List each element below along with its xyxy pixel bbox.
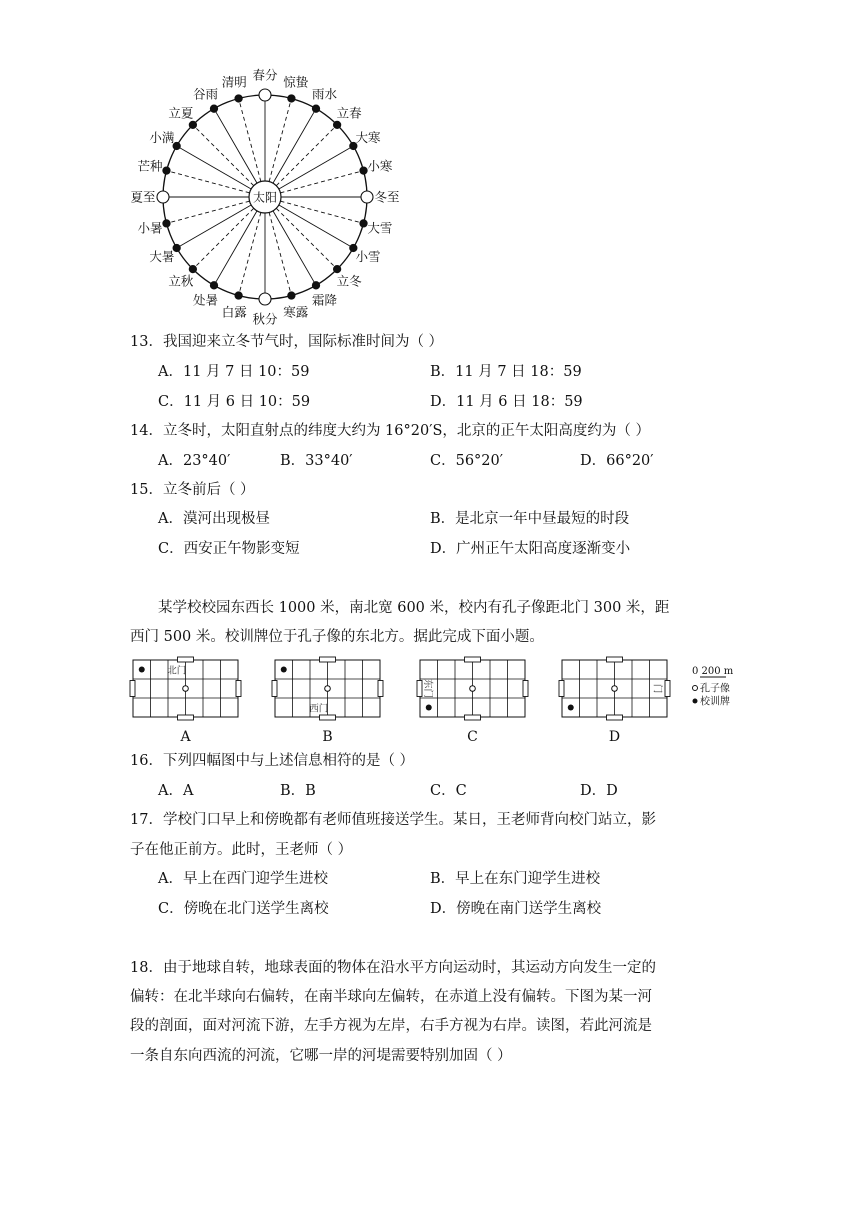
campus-map-a [130,657,241,745]
gate-label: 西门 [309,703,329,715]
term-label: 处暑 [192,292,219,308]
north-gate [465,657,481,662]
east-gate [665,681,670,697]
term-marker [163,220,170,227]
west-gate [417,681,422,697]
q13-stem: 13．我国迎来立冬节气时，国际标准时间为（ ） [130,334,444,350]
east-gate [378,681,383,697]
q13-option-a[interactable]: A．11 月 7 日 10：59 [158,364,310,380]
term-marker [334,121,341,128]
term-label: 大暑 [149,249,175,264]
scale-label: 0 200 m [692,666,734,677]
term-label: 谷雨 [192,86,219,102]
term-label: 立春 [336,105,362,121]
q18-line-3: 段的剖面，面对河流下游，左手方视为左岸，右手方视为右岸。读图，若此河流是 [130,1018,652,1034]
term-label: 小雪 [355,249,381,264]
term-marker [163,167,170,174]
major-term-marker [259,293,271,305]
ray-line [273,211,316,285]
intro-line-1: 某学校校园东西长 1000 米，南北宽 600 米，校内有孔子像距北门 300 米，距 [158,600,670,616]
sign-marker [281,667,287,673]
term-marker [189,121,196,128]
ray-line [269,98,291,181]
ray-line [193,125,254,186]
gate-label: 门 [651,683,663,694]
ray-line [166,171,249,193]
term-marker [360,167,367,174]
q17-option-a[interactable]: A．早上在西门迎学生进校 [158,871,328,887]
term-marker [334,266,341,273]
statue-marker [325,686,331,692]
sign-marker [568,705,574,711]
q17-option-c[interactable]: C．傍晚在北门送学生离校 [158,901,329,917]
q16-stem: 16．下列四幅图中与上述信息相符的是（ ） [130,753,415,769]
q16-option-c[interactable]: C．C [430,783,467,799]
legend-sign-label: 校训牌 [700,696,730,708]
term-marker [288,292,295,299]
statue-marker [612,686,618,692]
q18-line-1: 18．由于地球自转，地球表面的物体在沿水平方向运动时，其运动方向发生一定的 [130,960,656,976]
sun-label: 太阳 [252,190,278,205]
east-gate [236,681,241,697]
gate-label: 东门 [421,678,433,699]
campus-map-c [417,657,528,745]
term-label: 小暑 [137,220,163,236]
ray-line [239,98,261,181]
q13-option-b[interactable]: B．11 月 7 日 18：59 [430,364,582,380]
term-marker [360,220,367,227]
west-gate [559,681,564,697]
q15-option-a[interactable]: A．漠河出现极昼 [158,511,270,527]
q13-option-c[interactable]: C．11 月 6 日 10：59 [158,394,311,410]
term-label: 寒露 [283,304,309,320]
term-label: 清明 [221,74,247,90]
term-marker [235,95,242,102]
term-marker [210,105,217,112]
north-gate [178,657,194,662]
campus-maps [125,652,765,747]
ray-line [239,212,261,295]
ray-line [280,201,363,223]
major-term-marker [157,191,169,203]
term-marker [312,282,319,289]
q17-option-b[interactable]: B．早上在东门迎学生进校 [430,871,601,887]
q16-option-d[interactable]: D．D [580,783,618,799]
term-label: 冬至 [374,189,400,205]
term-label: 惊蛰 [283,74,309,90]
term-label: 秋分 [252,311,278,327]
term-label: 大雪 [367,220,393,236]
east-gate [523,681,528,697]
q14-option-d[interactable]: D．66°20′ [580,453,654,469]
ray-line [166,201,249,223]
south-gate [320,715,336,720]
ray-line [279,146,353,189]
intro-line-2: 西门 500 米。校训牌位于孔子像的东北方。据此完成下面小题。 [130,629,544,645]
ray-line [214,109,257,183]
term-label: 大寒 [355,130,381,145]
map-label: C [467,729,478,745]
term-label: 立秋 [168,273,194,289]
west-gate [272,681,277,697]
q17-line-1: 17．学校门口早上和傍晚都有老师值班接送学生。某日，王老师背向校门站立，影 [130,812,656,828]
q18-line-2: 偏转：在北半球向右偏转，在南半球向左偏转，在赤道上没有偏转。下图为某一河 [130,989,652,1005]
q13-option-d[interactable]: D．11 月 6 日 18：59 [430,394,583,410]
ray-line [276,208,337,269]
legend-sign-marker [693,699,698,704]
q18-line-4: 一条自东向西流的河流，它哪一岸的河堤需要特别加固（ ） [130,1048,512,1064]
term-label: 立冬 [336,273,362,289]
term-label: 小满 [149,130,175,145]
term-label: 春分 [252,67,278,83]
ray-line [276,125,337,186]
term-label: 立夏 [168,105,194,121]
map-label: D [608,729,621,745]
ray-line [269,212,291,295]
north-gate [607,657,623,662]
q16-option-a[interactable]: A．A [158,783,194,799]
sign-marker [139,667,145,673]
ray-line [193,208,254,269]
ray-line [273,109,316,183]
ray-line [280,171,363,193]
term-marker [189,266,196,273]
north-gate [320,657,336,662]
map-label: B [322,729,333,745]
west-gate [130,681,135,697]
q14-option-c[interactable]: C．56°20′ [430,453,504,469]
legend-statue-marker [693,686,698,691]
major-term-marker [361,191,373,203]
ray-line [279,205,353,248]
ray-line [214,211,257,285]
q14-option-a[interactable]: A．23°40′ [158,453,231,469]
map-label: A [180,729,191,745]
term-label: 小寒 [367,158,393,174]
gate-label: 北门 [167,665,187,677]
term-marker [235,292,242,299]
q17-option-d[interactable]: D．傍晚在南门送学生离校 [430,901,602,917]
south-gate [465,715,481,720]
major-term-marker [259,89,271,101]
q15-option-d[interactable]: D．广州正午太阳高度逐渐变小 [430,541,631,557]
term-label: 夏至 [130,189,156,205]
term-marker [210,282,217,289]
q16-option-b[interactable]: B．B [280,783,316,799]
statue-marker [183,686,189,692]
solar-term-diagram [115,62,435,332]
statue-marker [470,686,476,692]
term-label: 白露 [221,304,247,320]
term-marker [312,105,319,112]
south-gate [607,715,623,720]
q15-option-b[interactable]: B．是北京一年中昼最短的时段 [430,511,630,527]
term-label: 霜降 [311,292,338,308]
campus-map-d [559,657,670,745]
campus-map-b [272,657,383,745]
q14-option-b[interactable]: B．33°40′ [280,453,353,469]
term-label: 雨水 [311,86,338,102]
ray-line [177,205,251,248]
q15-stem: 15．立冬前后（ ） [130,482,255,498]
ray-line [177,146,251,189]
south-gate [178,715,194,720]
q17-line-2: 子在他正前方。此时，王老师（ ） [130,842,353,858]
q15-option-c[interactable]: C．西安正午物影变短 [158,541,300,557]
term-marker [288,95,295,102]
sign-marker [426,705,432,711]
legend-statue-label: 孔子像 [700,683,730,695]
q14-stem: 14．立冬时，太阳直射点的纬度大约为 16°20′S，北京的正午太阳高度约为（ ） [130,423,651,439]
term-label: 芒种 [137,158,163,174]
